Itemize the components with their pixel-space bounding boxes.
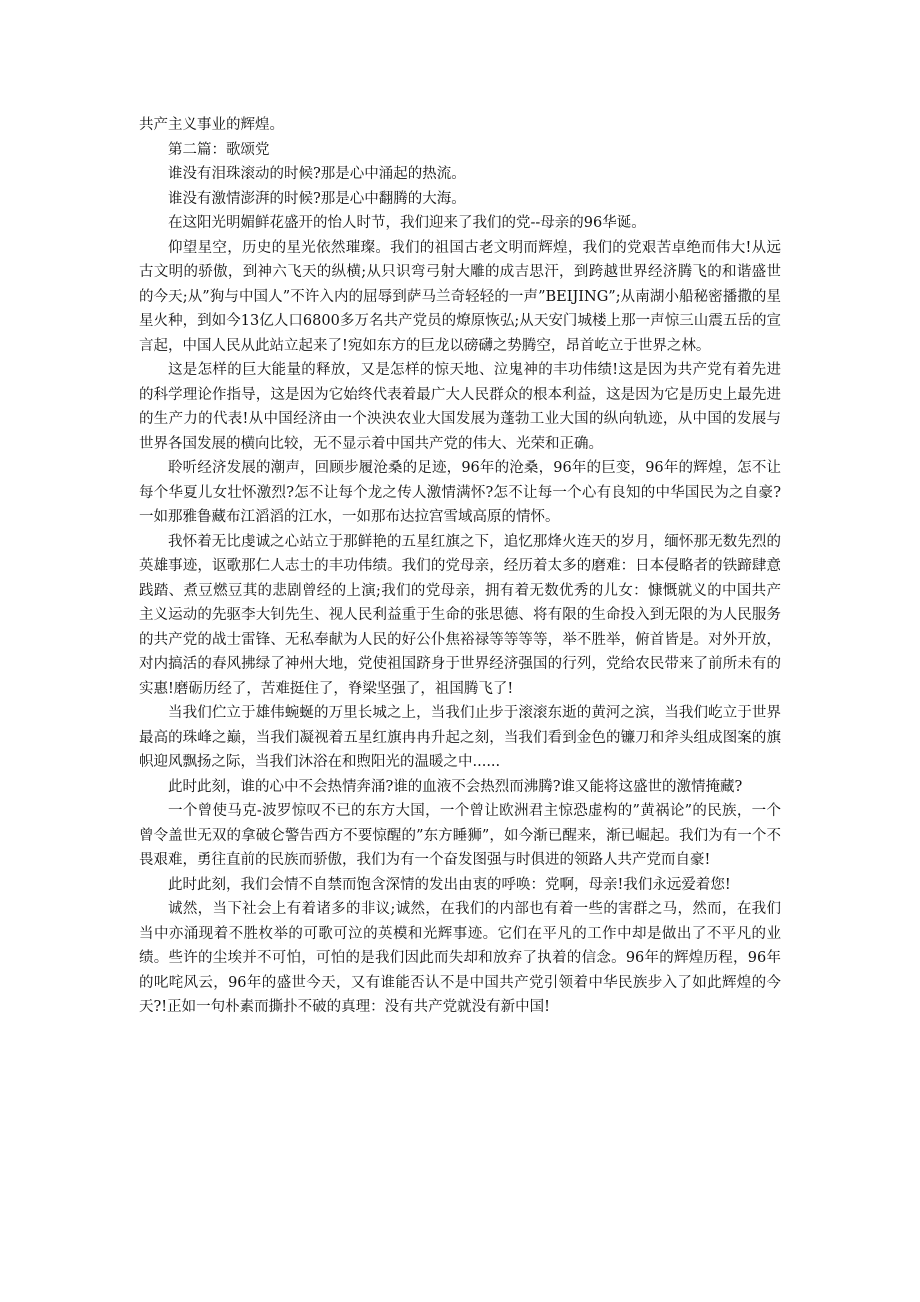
paragraph: 诚然，当下社会上有着诸多的非议;诚然，在我们的内部也有着一些的害群之马，然而，在我们当中亦涌现着不胜枚举的可歌可泣的英模和光辉事迹。它们在平凡的工作中却是做出了不平凡的业绩。些许的尘埃并不可怕，可怕的是我们因此而失却和放弃了执着的信念。96年的辉煌历程，96年的叱咤风云，96年的盛世今天，又有谁能否认不是中国共产党引领着中华民族步入了如此辉煌的今天?!正如一句朴素而撕扑不破的真理：没有共产党就没有新中国! bbox=[139, 901, 781, 1015]
paragraph: 这是怎样的巨大能量的释放，又是怎样的惊天地、泣鬼神的丰功伟绩!这是因为共产党有着先进的科学理论作指导，这是因为它始终代表着最广大人民群众的根本利益，这是因为它是历史上最先进的生产力的代表!从中国经济由一个泱泱农业大国发展为蓬勃工业大国的纵向轨迹，从中国的发展与世界各国发展的横向比较，无不显示着中国共产党的伟大、光荣和正确。 bbox=[139, 362, 781, 452]
section-title: 第二篇：歌颂党 bbox=[168, 141, 270, 158]
paragraph: 一个曾使马克-波罗惊叹不已的东方大国，一个曾让欧洲君主惊恐虚构的”黄祸论”的民族，一个曾令盖世无双的拿破仑警告西方不要惊醒的”东方睡狮”，如今渐已醒来，渐已崛起。我们为有一个不畏艰难，勇往直前的民族而骄傲，我们为有一个奋发图强与时俱进的领路人共产党而自豪! bbox=[139, 803, 781, 868]
paragraph: 当我们伫立于雄伟蜿蜒的万里长城之上，当我们止步于滚滚东逝的黄河之滨，当我们屹立于世界最高的珠峰之巅，当我们凝视着五星红旗冉冉升起之刻，当我们看到金色的镰刀和斧头组成图案的旗帜迎风飘扬之际，当我们沐浴在和煦阳光的温暖之中...... bbox=[139, 705, 781, 770]
paragraph: 此时此刻，我们会情不自禁而饱含深情的发出由衷的呼唤：党啊，母亲!我们永远爱着您! bbox=[168, 876, 731, 893]
document-body bbox=[139, 113, 781, 1020]
continuation-line: 共产主义事业的辉煌。 bbox=[139, 117, 284, 133]
paragraph: 仰望星空，历史的星光依然璀璨。我们的祖国古老文明而辉煌，我们的党艰苦卓绝而伟大!从远古文明的骄傲，到神六飞天的纵横;从只识弯弓射大雕的成吉思汗，到跨越世界经济腾飞的和谐盛世的今天;从”狗与中国人”不许入内的屈辱到萨马兰奇轻轻的一声”BEIJING”;从南湖小船秘密播撒的星星火种，到如今13亿人口6800多万名共产党员的燎原恢弘;从天安门城楼上那一声惊三山震五岳的宣言起，中国人民从此站立起来了!宛如东方的巨龙以磅礴之势腾空，昂首屹立于世界之林。 bbox=[139, 239, 781, 354]
paragraph: 在这阳光明媚鲜花盛开的怡人时节，我们迎来了我们的党--母亲的96华诞。 bbox=[168, 215, 646, 231]
paragraph: 此时此刻，谁的心中不会热情奔涌?谁的血液不会热烈而沸腾?谁又能将这盛世的激情掩藏? bbox=[168, 778, 743, 795]
paragraph: 谁没有泪珠滚动的时候?那是心中涌起的热流。 bbox=[168, 166, 466, 182]
paragraph: 聆听经济发展的潮声，回顾步履沧桑的足迹，96年的沧桑，96年的巨变，96年的辉煌，怎不让每个华夏儿女壮怀激烈?怎不让每个龙之传人激情满怀?怎不让每一个心有良知的中华国民为之自豪?一如那雅鲁藏布江滔滔的江水，一如那布达拉宫雪域高原的情怀。 bbox=[139, 460, 781, 525]
paragraph: 谁没有激情澎湃的时候?那是心中翻腾的大海。 bbox=[168, 190, 466, 207]
paragraph: 我怀着无比虔诚之心站立于那鲜艳的五星红旗之下，追忆那烽火连天的岁月，缅怀那无数先烈的英雄事迹，讴歌那仁人志士的丰功伟绩。我们的党母亲，经历着太多的磨难：日本侵略者的铁蹄肆意践踏、煮豆燃豆萁的悲剧曾经的上演;我们的党母亲，拥有着无数优秀的儿女：慷慨就义的中国共产主义运动的先驱李大钊先生、视人民利益重于生命的张思德、将有限的生命投入到无限的为人民服务的共产党的战士雷锋、无私奉献为人民的好公仆焦裕禄等等等等，举不胜举，俯首皆是。对外开放，对内搞活的春风拂绿了神州大地，党使祖国跻身于世界经济强国的行列，党给农民带来了前所未有的实惠!磨砺历经了，苦难挺住了，脊梁坚强了，祖国腾飞了! bbox=[139, 533, 781, 697]
